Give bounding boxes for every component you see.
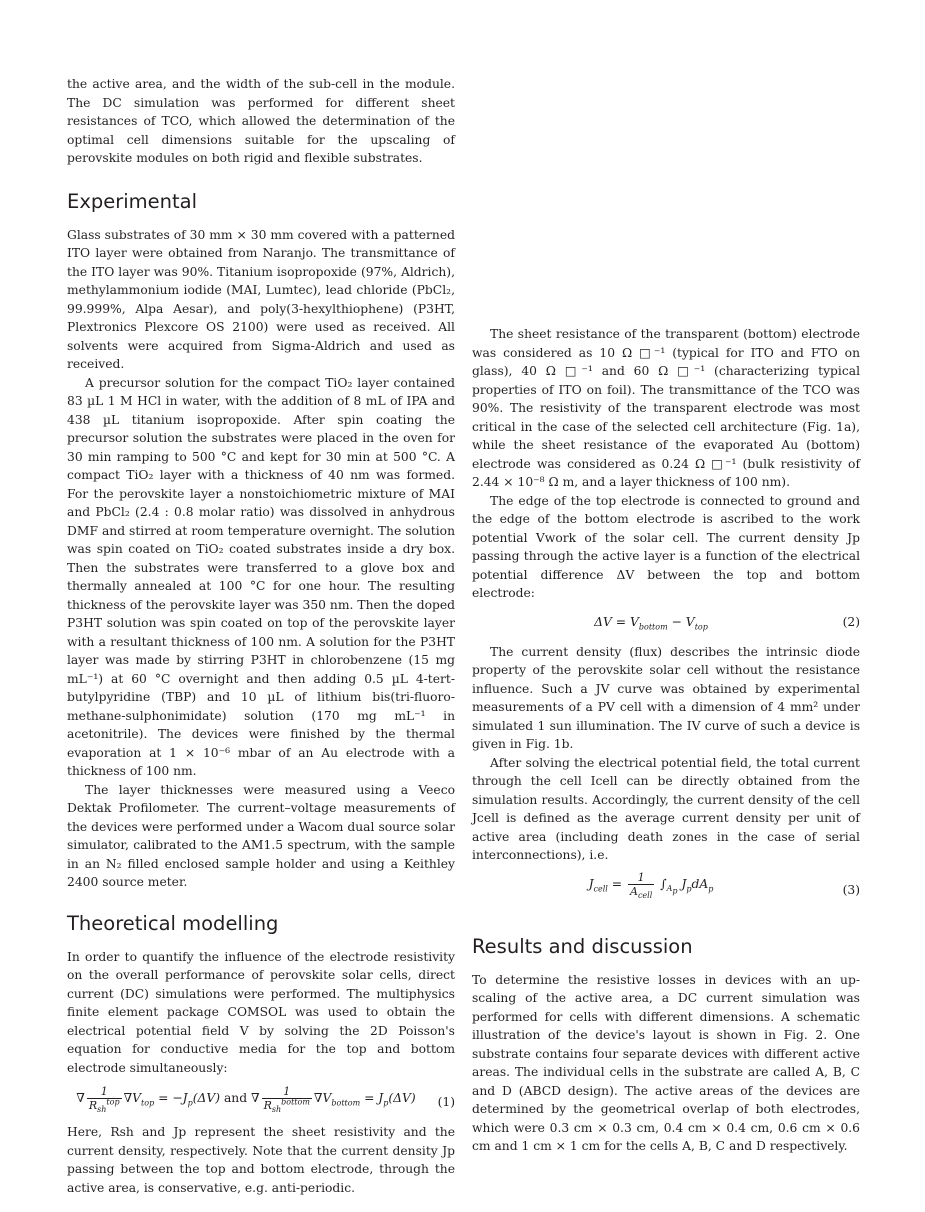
theoretical-modelling-heading: Theoretical modelling bbox=[67, 911, 279, 935]
experimental-paragraph-3: The layer thicknesses were measured using a Veeco Dektak Profilometer. The current–voltage measurements of the devices were performed under a Wacom dual source solar simulator, calibrated to the AM1.5 spectrum, with the sample in an N₂ filled enclosed sample holder and using a Keithley 2400 source meter. bbox=[67, 782, 455, 889]
experimental-paragraph-2: A precursor solution for the compact TiO₂ layer contained 83 µL 1 M HCl in water, with the addition of 8 mL of IPA and 438 µL titanium isopropoxide. After spin coating the precursor solution the substrates were placed in the oven for 30 min ramping to 500 °C and kept for 30 min at 500 °C. A compact TiO₂ layer with a thickness of 40 nm was formed. For the perovskite layer a nonstoichiometric mixture of MAI and PbCl₂ (2.4 : 0.8 molar ratio) was dissolved in anhydrous DMF and stirred at room temperature overnight. The solution was spin coated on TiO₂ coated substrates inside a dry box. Then the substrates were transferred to a glove box and thermally annealed at 100 °C for one hour. The resulting thickness of the perovskite layer was 350 nm. Then the doped P3HT solution was spin coated on top of the perovskite layer with a resultant thickness of 100 nm. A solution for the P3HT layer was made by stirring P3HT in chlorobenzene (15 mg mL⁻¹) at 60 °C overnight and then adding 0.5 µL 4-tert-butylpyridine (TBP) and 10 µL of lithium bis(tri-fluoro-methane-sulphonimidate) solution (170 mg mL⁻¹ in acetonitrile). The devices were finished by the thermal evaporation at 1 × 10⁻⁶ mbar of an Au electrode with a thickness of 100 nm. bbox=[67, 375, 455, 778]
equation-2-number: (2) bbox=[842, 614, 860, 629]
right-paragraph-2: The edge of the top electrode is connected to ground and the edge of the bottom electrode is ascribed to the work potential Vwork of the solar cell. The current density Jp passing through the active layer is a function of the electrical potential difference ΔV between the top and bottom electrode: bbox=[472, 493, 860, 600]
right-paragraph-4: After solving the electrical potential field, the total current through the cell Icell can be directly obtained from the simulation results. Accordingly, the current density of the cell Jcell is defined as the average current density per unit of active area (including death zones in the case of serial interconnections), i.e. bbox=[472, 755, 860, 862]
experimental-paragraph-1: Glass substrates of 30 mm × 30 mm covered with a patterned ITO layer were obtained from Naranjo. The transmittance of the ITO layer was 90%. Titanium isopropoxide (97%, Aldrich), methylammonium iodide (MAI, Lumtec), lead chloride (PbCl₂, 99.999%, Alpa Aesar), and poly(3-hexylthiophene) (P3HT, Plextronics Plexcore OS 2100) were used as received. All solvents were acquired from Sigma-Aldrich and used as received. bbox=[67, 227, 455, 371]
left-column bbox=[67, 75, 455, 1197]
equation-3: $J_{cell}$ = $\frac{1}{A_{cell}}$ $\int_{A_p}$ $J_pdA_p$ (3) bbox=[588, 870, 860, 900]
equation-1: ∇ $\frac{1}{R_{sh}^{top}}$ $\nabla V_{top} = -J_p(\Delta V)$ and ∇ $\frac{1}{R_{sh}^{bottom}}$ $\nabla V_{bottom} = J_p(\Delta V)$ (1) bbox=[76, 1085, 455, 1115]
equation-2: $\Delta V = V_{bottom} - V_{top}$ (2) bbox=[594, 614, 860, 631]
theory-paragraph-1: In order to quantify the influence of the electrode resistivity on the overall performance of perovskite solar cells, direct current (DC) simulations were performed. The multiphysics finite element package COMSOL was used to obtain the electrical potential field V by solving the 2D Poisson's equation for conductive media for the top and bottom electrode simultaneously: bbox=[67, 949, 455, 1075]
right-paragraph-1: The sheet resistance of the transparent (bottom) electrode was considered as 10 Ω □⁻¹ (typical for ITO and FTO on glass), 40 Ω □⁻¹ and 60 Ω □⁻¹ (characterizing typical properties of ITO on foil). The transmittance of the TCO was 90%. The resistivity of the transparent electrode was most critical in the case of the selected cell architecture (Fig. 1a), while the sheet resistance of the evaporated Au (bottom) electrode was considered as 0.24 Ω □⁻¹ (bulk resistivity of 2.44 × 10⁻⁸ Ω m, and a layer thickness of 100 nm). bbox=[472, 327, 860, 489]
right-column bbox=[472, 325, 860, 1156]
results-heading: Results and discussion bbox=[472, 934, 693, 958]
right-paragraph-3: The current density (flux) describes the intrinsic diode property of the perovskite solar cell without the resistance influence. Such a JV curve was obtained by experimental measurements of a PV cell with a dimension of 4 mm² under simulated 1 sun illumination. The IV curve of such a device is given in Fig. 1b. bbox=[472, 644, 860, 751]
theory-paragraph-2: Here, Rsh and Jp represent the sheet resistivity and the current density, respectively. Note that the current density Jp passing between the top and bottom electrode, through the active area, is conservative, e.g. anti-periodic. bbox=[67, 1125, 455, 1195]
equation-1-number: (1) bbox=[437, 1095, 455, 1109]
intro-paragraph: the active area, and the width of the sub-cell in the module. The DC simulation was performed for different sheet resistances of TCO, which allowed the determination of the optimal cell dimensions suitable for the upscaling of perovskite modules on both rigid and flexible substrates. bbox=[67, 77, 455, 165]
experimental-heading: Experimental bbox=[67, 189, 198, 213]
right-paragraph-5: To determine the resistive losses in devices with an up-scaling of the active area, a DC current simulation was performed for cells with different dimensions. A schematic illustration of the device's layout is shown in Fig. 2. One substrate contains four separate devices with different active areas. The individual cells in the substrate are called A, B, C and D (ABCD design). The active areas of the devices are determined by the geometrical overlap of both electrodes, which were 0.3 cm × 0.3 cm, 0.4 cm × 0.4 cm, 0.6 cm × 0.6 cm and 1 cm × 1 cm for the cells A, B, C and D respectively. bbox=[472, 972, 860, 1153]
equation-3-number: (3) bbox=[842, 882, 860, 897]
